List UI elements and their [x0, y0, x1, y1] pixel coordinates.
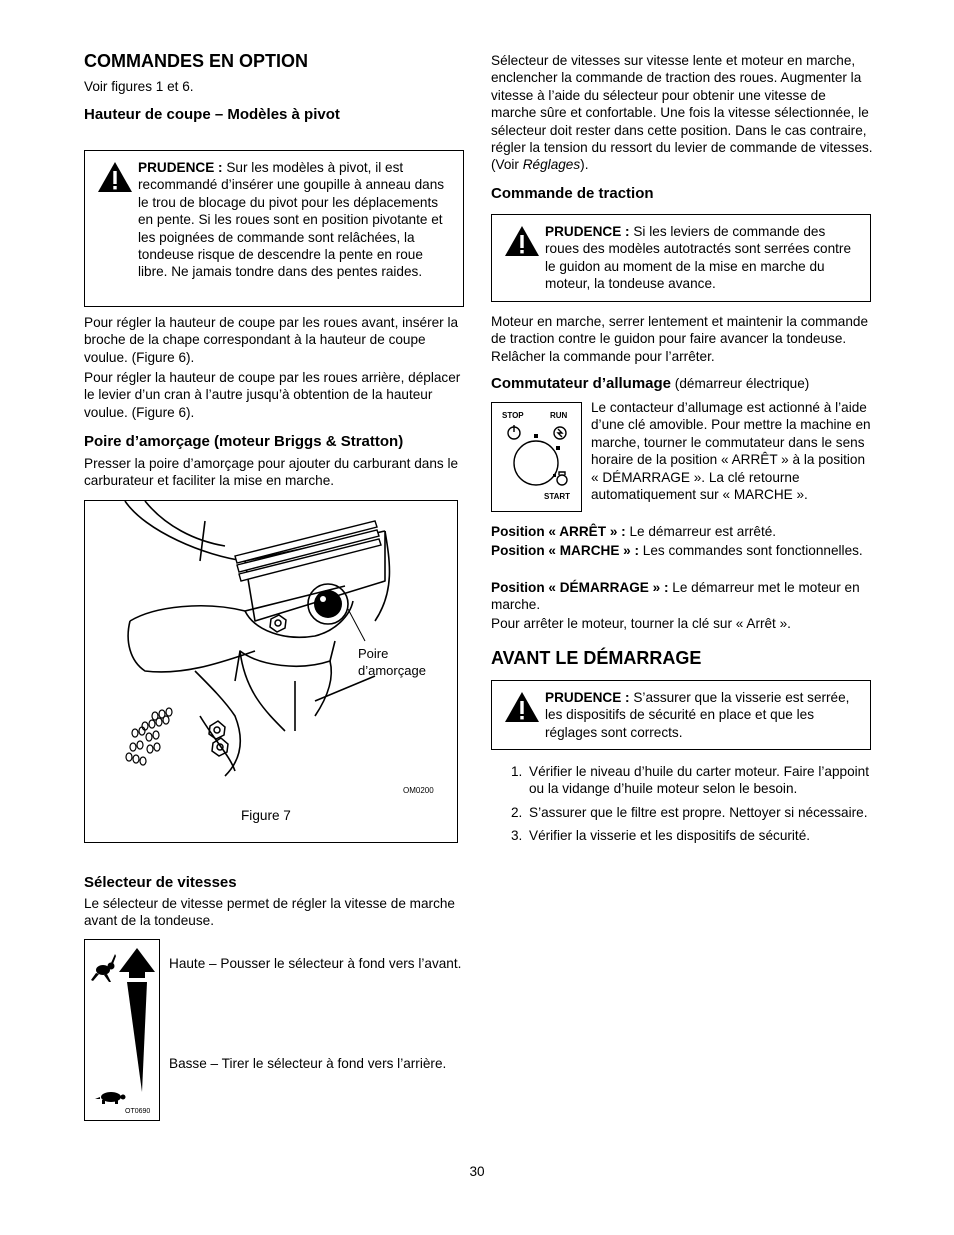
warning-triangle-icon [97, 161, 133, 193]
warning-triangle-icon [504, 225, 540, 257]
speed-selector-figure [84, 939, 160, 1121]
speed-figure-code: OT0690 [125, 1108, 151, 1115]
caution-box-before-start [491, 680, 871, 750]
speed-arrow-illustration [85, 940, 159, 1120]
switch-run-label: RUN [550, 411, 568, 420]
turtle-icon [95, 1092, 126, 1104]
heading-primer: Poire d’amorçage (moteur Briggs & Stratton) [84, 433, 404, 450]
caution-box-traction [491, 214, 871, 302]
heading-ignition: Commutateur d’allumage (démarreur électrique) [491, 375, 810, 392]
figure-caption: Figure 7 [241, 808, 291, 823]
list-item: 3. Vérifier la visserie et les dispositifs de sécurité. [511, 828, 811, 844]
traction-text: Moteur en marche, serrer lentement et maintenir la commande de traction contre le guidon pour faire avancer la tondeuse. Relâcher la commande pour l’arrêter. [491, 314, 869, 364]
ignition-text: Le contacteur d’allumage est actionné à l’aide d’une clé amovible. Pour mettre la machine en marche, tourner le commutateur dans le sens horaire de la position « ARRÊT » à la position « DÉMARRAGE ». La clé retourne automatiquement sur « MARCHE ». [591, 400, 871, 503]
stop-engine-text: Pour arrêter le moteur, tourner la clé sur « Arrêt ». [491, 616, 791, 631]
heading-optional-controls: COMMANDES EN OPTION [84, 51, 309, 71]
before-start-steps [491, 763, 873, 845]
position-start: Position « DÉMARRAGE » : Le démarreur met le moteur en marche. [491, 580, 860, 613]
position-stop: Position « ARRÊT » : Le démarreur est arrêté. [491, 524, 777, 539]
heading-cut-height: Hauteur de coupe – Modèles à pivot [84, 106, 340, 123]
heading-speed-selector: Sélecteur de vitesses [84, 874, 237, 891]
page-number: 30 [469, 1164, 485, 1179]
primer-text: Presser la poire d’amorçage pour ajouter du carburant dans le carburateur et faciliter la mise en marche. [84, 456, 459, 489]
caution-text: Si les leviers de commande des roues des modèles autotractés sont serrées contre le guidon au moment de la mise en marche du moteur, la tondeuse avance. [545, 224, 852, 292]
caution-label: PRUDENCE : [138, 160, 223, 175]
caution-label: PRUDENCE : [545, 224, 630, 239]
primer-callout: Poire d’amorçage [358, 646, 426, 678]
caution-box-pivot [84, 150, 464, 307]
caution-text: S’assurer que la visserie est serrée, les dispositifs de sécurité en place et que les réglages sont corrects. [545, 690, 850, 740]
list-item: 1. Vérifier le niveau d’huile du carter moteur. Faire l’appoint ou la vidange d’huile moteur selon le besoin. [511, 764, 870, 797]
warning-triangle-icon [504, 691, 540, 723]
list-item: 2. S’assurer que le filtre est propre. Nettoyer si nécessaire. [511, 804, 868, 820]
position-run: Position « MARCHE » : Les commandes sont fonctionnelles. [491, 543, 863, 558]
heading-traction: Commande de traction [491, 185, 654, 202]
cut-height-rear-text: Pour régler la hauteur de coupe par les roues arrière, déplacer le levier d’un cran à l’autre jusqu’à obtention de la hauteur voulue. (Figure 6). [84, 370, 461, 420]
speed-low-text: Basse – Tirer le sélecteur à fond vers l’arrière. [169, 1056, 447, 1071]
speed-selector-continued: Sélecteur de vitesses sur vitesse lente et moteur en marche, enclencher la commande de traction des roues. Augmenter la vitesse à l’aide du sélecteur pour obtenir une vitesse de marche sûre et confortable. Une fois la vitesse sélectionnée, le sélecteur doit rester dans cette position. Dans le cas contraire, régler la tension du ressort du levier de commande de vitesses. (Voir Réglages). [491, 53, 873, 173]
heading-before-starting: AVANT LE DÉMARRAGE [491, 648, 702, 668]
cut-height-front-text: Pour régler la hauteur de coupe par les roues avant, insérer la broche de la chape correspondant à la hauteur de coupe voulue. (Figure 6). [84, 315, 459, 365]
speed-selector-text: Le sélecteur de vitesse permet de régler la vitesse de marche avant de la tondeuse. [84, 896, 455, 929]
switch-start-label: START [544, 492, 571, 501]
ignition-switch-figure [491, 402, 582, 512]
rabbit-icon [91, 954, 116, 982]
caution-label: PRUDENCE : [545, 690, 630, 705]
caution-text: Sur les modèles à pivot, il est recommandé d’insérer une goupille à anneau dans le trou de blocage du pivot pour les déplacements en pente. Si les roues sont en position pivotante et les poignées de commande sont relâchées, la tondeuse risque de descendre la pente en roue libre. Ne jamais tondre dans des pentes raides. [138, 160, 445, 280]
switch-stop-label: STOP [502, 411, 524, 420]
see-figures-note: Voir figures 1 et 6. [84, 79, 194, 94]
figure-code: OM0200 [403, 786, 434, 795]
figure-7 [84, 500, 458, 843]
speed-high-text: Haute – Pousser le sélecteur à fond vers l’avant. [169, 956, 462, 971]
